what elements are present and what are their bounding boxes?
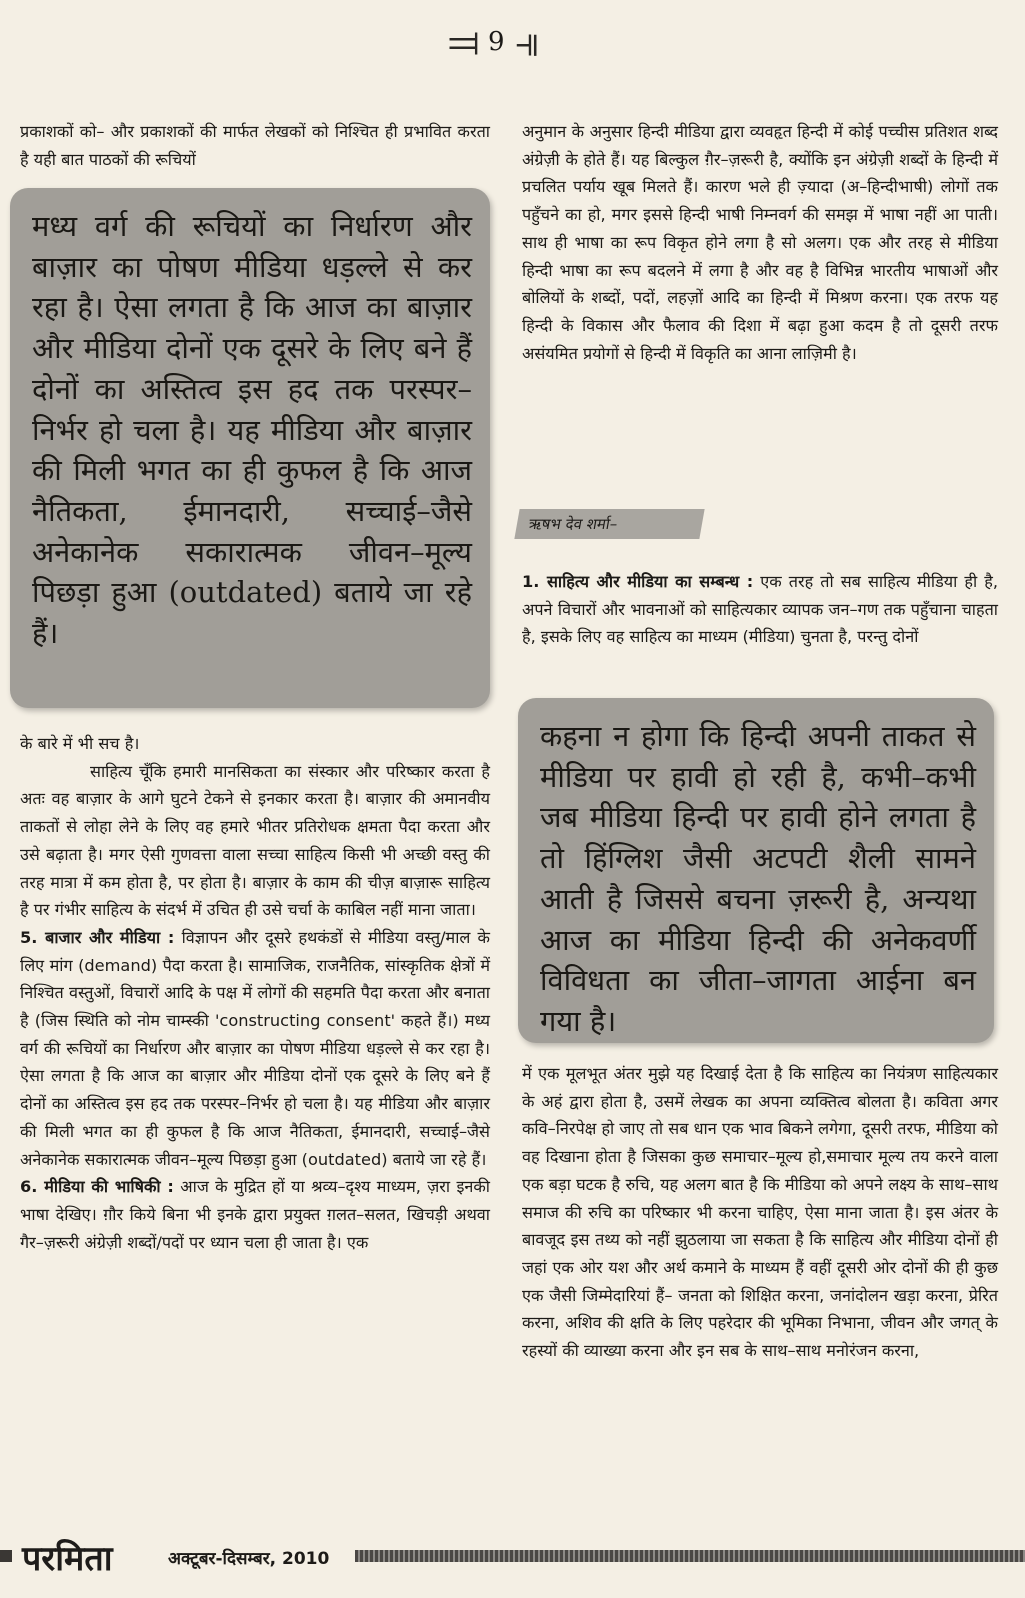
section-1: [522, 568, 998, 651]
page-number-value: 9: [487, 27, 505, 57]
left-intro: [20, 118, 490, 173]
pull-quote-1: मध्य वर्ग की रूचियों का निर्धारण और बाज़ार का पोषण मीडिया धड़ल्ले से कर रहा है। ऐसा लगता है कि आज का बाज़ार और मीडिया दोनों एक दूसरे के लिए बने हैं दोनों का अस्तित्व इस हद तक परस्पर–निर्भर हो चला है। यह मीडिया और बाज़ार की मिली भगत का ही कुफल है कि आज नैतिकता, ईमानदारी, सच्चाई–जैसे अनेकानेक सकारात्मक जीवन–मूल्य पिछड़ा हुआ (outdated) बताये जा रहे हैं।: [10, 188, 490, 708]
pull-quote-2: कहना न होगा कि हिन्दी अपनी ताकत से मीडिया पर हावी हो रही है, कभी–कभी जब मीडिया हिन्दी पर हावी होने लगता है तो हिंग्लिश जैसी अटपटी शैली सामने आती है जिससे बचना ज़रूरी है, अन्यथा आज का मीडिया हिन्दी की अनेकवर्णी विविधता का जीता–जागता आईना बन गया है।: [518, 698, 994, 1043]
left-continuation: के बारे में भी सच है।: [20, 734, 140, 753]
magazine-logo: परमिता: [22, 1539, 113, 1579]
right-para-2-block: [522, 1060, 998, 1365]
section-5: [20, 924, 490, 1173]
section-5-heading: 5. बाजार और मीडिया :: [20, 927, 175, 947]
section-1-heading: 1. साहित्य और मीडिया का सम्बन्ध :: [522, 572, 754, 591]
page-number-right-ornament: ⫣: [514, 17, 538, 66]
right-para-1-block: [522, 118, 998, 367]
left-para-1: साहित्य चूँकि हमारी मानसिकता का संस्कार और परिष्कार करता है अतः वह बाज़ार के आगे घुटने टेकने से इनकार करता है। बाज़ार की अमानवीय ताकतों से लोहा लेने के लिए वह हमारे भीतर प्रतिरोधक क्षमता पैदा करता और उसे बढ़ाता है। मगर ऐसी गुणवत्ता वाला सच्चा साहित्य किसी भी अच्छी वस्तु की तरह मात्रा में कम होता है, पर होता है। बाज़ार के काम की चीज़ बाज़ारू साहित्य है पर गंभीर साहित्य के संदर्भ में उचित ही उसे चर्चा के काबिल नहीं माना जाता।: [20, 761, 490, 920]
issue-date: अक्टूबर-दिसम्बर, 2010: [168, 1549, 330, 1569]
footer: [0, 1530, 1025, 1580]
footer-rule-left: [0, 1550, 12, 1562]
section-5-text: विज्ञापन और दूसरे हथकंडों से मीडिया वस्तु/माल के लिए मांग (demand) पैदा करता है। सामाजिक, राजनैतिक, सांस्कृतिक क्षेत्रों में निश्चित वस्तुओं, विचारों आदि के पक्ष में लोगों की सहमति पैदा करता और बनाता है (जिस स्थिति को नोम चाम्स्की 'constructing consent' कहते हैं।) मध्य वर्ग की रूचियों का निर्धारण और बाज़ार का पोषण मीडिया धड़ल्ले से कर रहा है। ऐसा लगता है कि आज का बाज़ार और मीडिया दोनों एक दूसरे के लिए बने हैं दोनों का अस्तित्व इस हद तक परस्पर–निर्भर हो चला है। यह मीडिया और बाज़ार की मिली भगत का ही कुफल है कि आज नैतिकता, ईमानदारी, सच्चाई–जैसे अनेकानेक सकारात्मक जीवन–मूल्य पिछड़ा हुआ (outdated) बताये जा रहे हैं।: [20, 927, 490, 1169]
section-1-text: एक तरह तो सब साहित्य मीडिया ही है, अपने विचारों और भावनाओं को साहित्यकार व्यापक जन–गण तक पहुँचाना चाहता है, इसके लिए वह साहित्य का माध्यम (मीडिया) चुनता है, परन्तु दोनों: [522, 572, 999, 647]
page-number-left-ornament: ⫤: [448, 17, 478, 66]
section-6-text: आज के मुद्रित हों या श्रव्य–दृश्य माध्यम, ज़रा इनकी भाषा देखिए। ग़ौर किये बिना भी इनके द्वारा प्रयुक्त ग़लत–सलत, खिचड़ी अथवा गैर–ज़रूरी अंग्रेज़ी शब्दों/पदों पर ध्यान चला ही जाता है। एक: [20, 1177, 490, 1252]
right-section-1: [522, 568, 998, 651]
page-number: [408, 12, 578, 72]
left-intro-text: प्रकाशकों को– और प्रकाशकों की मार्फत लेखकों को निश्चित ही प्रभावित करता है यही बात पाठकों की रूचियों: [20, 122, 490, 169]
right-para-1: अनुमान के अनुसार हिन्दी मीडिया द्वारा व्यवहृत हिन्दी में कोई पच्चीस प्रतिशत शब्द अंग्रेज़ी के होते हैं। यह बिल्कुल ग़ैर–ज़रूरी है, क्योंकि इन अंग्रेज़ी शब्दों के हिन्दी में प्रचलित पर्याय खूब मिलते हैं। कारण भले ही ज़्यादा (अ–हिन्दीभाषी) लोगों तक पहुँचने का हो, मगर इससे हिन्दी भाषी निम्नवर्ग की समझ में भाषा नहीं आ पाती। साथ ही भाषा का रूप विकृत होने लगा है सो अलग। एक और तरह से मीडिया हिन्दी भाषा का रूप बदलने में लगा है और वह है विभिन्न भारतीय भाषाओं और बोलियों के शब्दों, पदों, लहज़ों आदि का हिन्दी में मिश्रण करना। एक तरफ यह हिन्दी के विकास और फैलाव की दिशा में बढ़ा हुआ कदम है तो दूसरी तरफ असंयमित प्रयोगों से हिन्दी में विकृति का आना लाज़िमी है।: [522, 122, 998, 363]
footer-rule: [355, 1550, 1025, 1562]
section-6-heading: 6. मीडिया की भाषिकी :: [20, 1177, 174, 1197]
author-tag: ऋषभ देव शर्मा–: [514, 509, 704, 539]
section-6: [20, 1173, 490, 1256]
right-para-2: में एक मूलभूत अंतर मुझे यह दिखाई देता है कि साहित्य का नियंत्रण साहित्यकार के अहं द्वारा होता है, उसमें लेखक का अपना व्यक्तित्व बोलता है। कविता अगर कवि–निरपेक्ष हो जाए तो सब धान एक भाव बिकने लगेगा, दूसरी तरफ, मीडिया को वह दिखाना होता है जिसका कुछ समाचार–मूल्य हो,समाचार मूल्य तय करने वाला एक बड़ा घटक है रुचि, यह अलग बात है कि मीडिया को अपने लक्ष्य के साथ–साथ समाज की रुचि का परिष्कार भी करना चाहिए, ऐसा माना जाता है। इस अंतर के बावजूद इस तथ्य को नहीं झुठलाया जा सकता है कि साहित्य और मीडिया दोनों ही जहां एक ओर यश और अर्थ कमाने के माध्यम हैं वहीं दूसरी ओर दोनों की ही कुछ एक जैसी जिम्मेदारियां हैं– जनता को शिक्षित करना, जनांदोलन खड़ा करना, प्रेरित करना, अशिव की क्षति के लिए पहरेदार की भूमिका निभाना, जीवन और जगत् के रहस्यों की व्याख्या करना और इन सब के साथ–साथ मनोरंजन करना,: [522, 1064, 998, 1361]
left-main-text: [20, 730, 490, 1256]
